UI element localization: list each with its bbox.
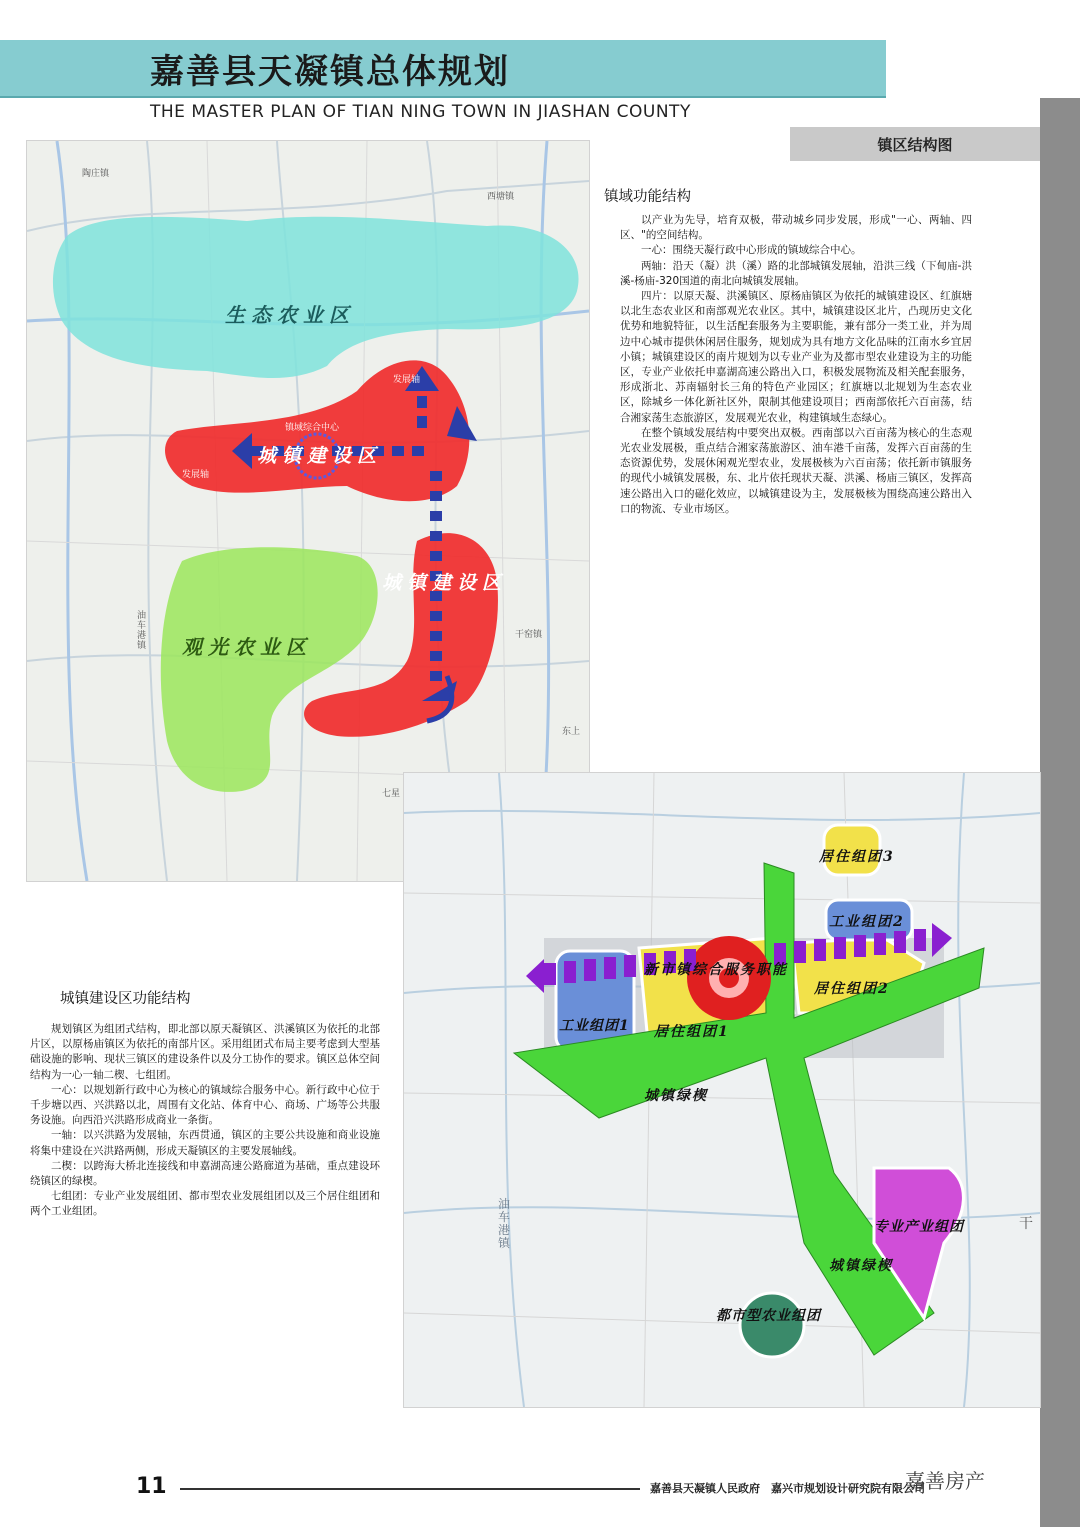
residential-group-1-label: 居住组团1 [654,1024,730,1040]
town-function-para-4: 四片：以原天凝、洪溪镇区、原杨庙镇区为依托的城镇建设区、红旗塘以北生态农业区和南部观光农业区。其中，城镇建设区北片，凸现历史文化优势和地貌特征，以生活配套服务为主要职能，兼有部分一类工业，并为周边中心城市提供休闲居住服务，规划成为具有地方文化品味的江南水乡宜居小镇；城镇建设区的南片规划为以专业产业为及都市型农业建设为主的功能区，专业产业依托申嘉湖高速公路出入口，积极发展物流及相关配套服务，形成浙北、苏南辐射长三角的特色产业园区；红旗塘以北规划为生态农业区，除城乡一体化新社区外，限制其他建设项目；西南部依托六百亩荡，结合湘家荡生态旅游区，发展观光农业，构建镇域生态绿心。 [620,290,972,424]
town-structure-map [26,140,590,882]
bottom-place-youche: 油车港镇 [498,1197,511,1250]
green-wedge-label-1: 城镇绿楔 [644,1088,708,1104]
right-rail [1040,98,1080,1527]
tourism-zone-shape [161,547,378,792]
town-function-text [620,213,972,517]
page-number: 11 [136,1474,167,1499]
center-service-label: 新市镇综合服务职能 [644,962,788,978]
construction-para-1: 规划镇区为组团式结构，即北部以原天凝镇区、洪溪镇区为依托的北部片区，以原杨庙镇区为依托的南部片区。采用组团式布局主要考虑到大型基础设施的影响、现状三镇区的建设条件以及分工协作的要求。镇区总体空间结构为一心一轴二楔、七组团。 [30,1023,380,1081]
place-xitang: 西塘镇 [487,192,515,202]
residential-group-2-label: 居住组团2 [814,981,890,997]
tourism-zone-label: 观光农业区 [182,635,312,659]
construction-function-text [30,1022,380,1220]
bottom-place-ganyao: 干 [1019,1216,1033,1232]
construction-para-5: 七组团：专业产业发展组团、都市型农业发展组团以及三个居住组团和两个工业组团。 [30,1190,380,1218]
town-structure-map-svg [27,141,589,881]
north-axis-label: 发展轴 [393,375,421,385]
place-qiyan: 七星 [382,789,401,799]
agri-group-label: 都市型农业组团 [716,1308,821,1324]
page-title: 嘉善县天凝镇总体规划 [150,52,510,92]
construction-para-4: 二楔：以跨海大桥北连接线和申嘉湖高速公路廊道为基础，重点建设环绕镇区的绿楔。 [30,1159,380,1188]
watermark: 嘉善房产 [905,1469,985,1493]
town-function-para-3: 两轴：沿天（凝）洪（溪）路的北部城镇发展轴，沿洪三线（下甸庙-洪溪-杨庙-320国道的南北向城镇发展轴。 [620,259,972,287]
construction-para-3: 一轴：以兴洪路为发展轴，东西贯通，镇区的主要公共设施和商业设施将集中建设在兴洪路两侧，形成天凝镇区的主要发展轴线。 [30,1129,380,1157]
urban-zone-label-1: 城镇建设区 [257,445,383,467]
footer-org-text: 嘉善县天凝镇人民政府 嘉兴市规划设计研究院有限公司 [650,1482,925,1495]
urban-zone-label-2: 城镇建设区 [382,572,508,594]
footer-divider [180,1488,640,1490]
town-function-para-2: 一心：围绕天凝行政中心形成的镇域综合中心。 [641,244,862,257]
professional-group-label: 专业产业组团 [874,1219,964,1235]
agri-group-shape [740,1293,804,1357]
place-ganyao: 干窑镇 [515,630,543,640]
place-dongshang: 东上 [562,727,581,737]
green-wedge-label-2: 城镇绿楔 [829,1258,893,1274]
town-function-title: 镇域功能结构 [604,189,691,205]
eco-zone-label: 生态农业区 [225,303,355,327]
place-youche: 油车港镇 [137,611,147,651]
industrial-group-2-label: 工业组团2 [829,914,905,930]
industrial-group-1-label: 工业组团1 [559,1018,630,1034]
section-tab-label: 镇区结构图 [877,136,953,154]
construction-para-2: 一心：以规划新行政中心为核心的镇域综合服务中心。新行政中心位于千步塘以西、兴洪路以北，周围有文化站、体育中心、商场、广场等公共服务设施。向西沿兴洪路形成商业一条街。 [30,1083,380,1127]
construction-structure-map [403,772,1041,1408]
west-axis-label: 发展轴 [182,470,210,480]
town-function-para-1: 以产业为先导，培育双极，带动城乡同步发展，形成"一心、两轴、四区、"的空间结构。 [620,214,972,242]
place-nanzhuang: 陶庄镇 [82,169,110,179]
residential-group-3-label: 居住组团3 [819,849,895,865]
construction-function-title: 城镇建设区功能结构 [60,991,191,1007]
center-label: 镇域综合中心 [285,423,340,433]
town-function-para-5: 在整个镇域发展结构中要突出双极。西南部以六百亩荡为核心的生态观光农业发展极，重点结合湘家荡旅游区、油车港千亩荡，发挥六百亩荡的生态资源优势，发展休闲观光型农业，发展极核为六百亩荡；依托新市镇服务的现代小城镇发展极，东、北片依托现状天凝、洪溪、杨庙三镇区，发挥高速公路出入口的磁化效应，以城镇建设为主，发展极核为围绕高速公路出入口的物流、专业市场区。 [620,426,972,515]
page-subtitle: THE MASTER PLAN OF TIAN NING TOWN IN JIASHAN COUNTY [150,102,691,122]
